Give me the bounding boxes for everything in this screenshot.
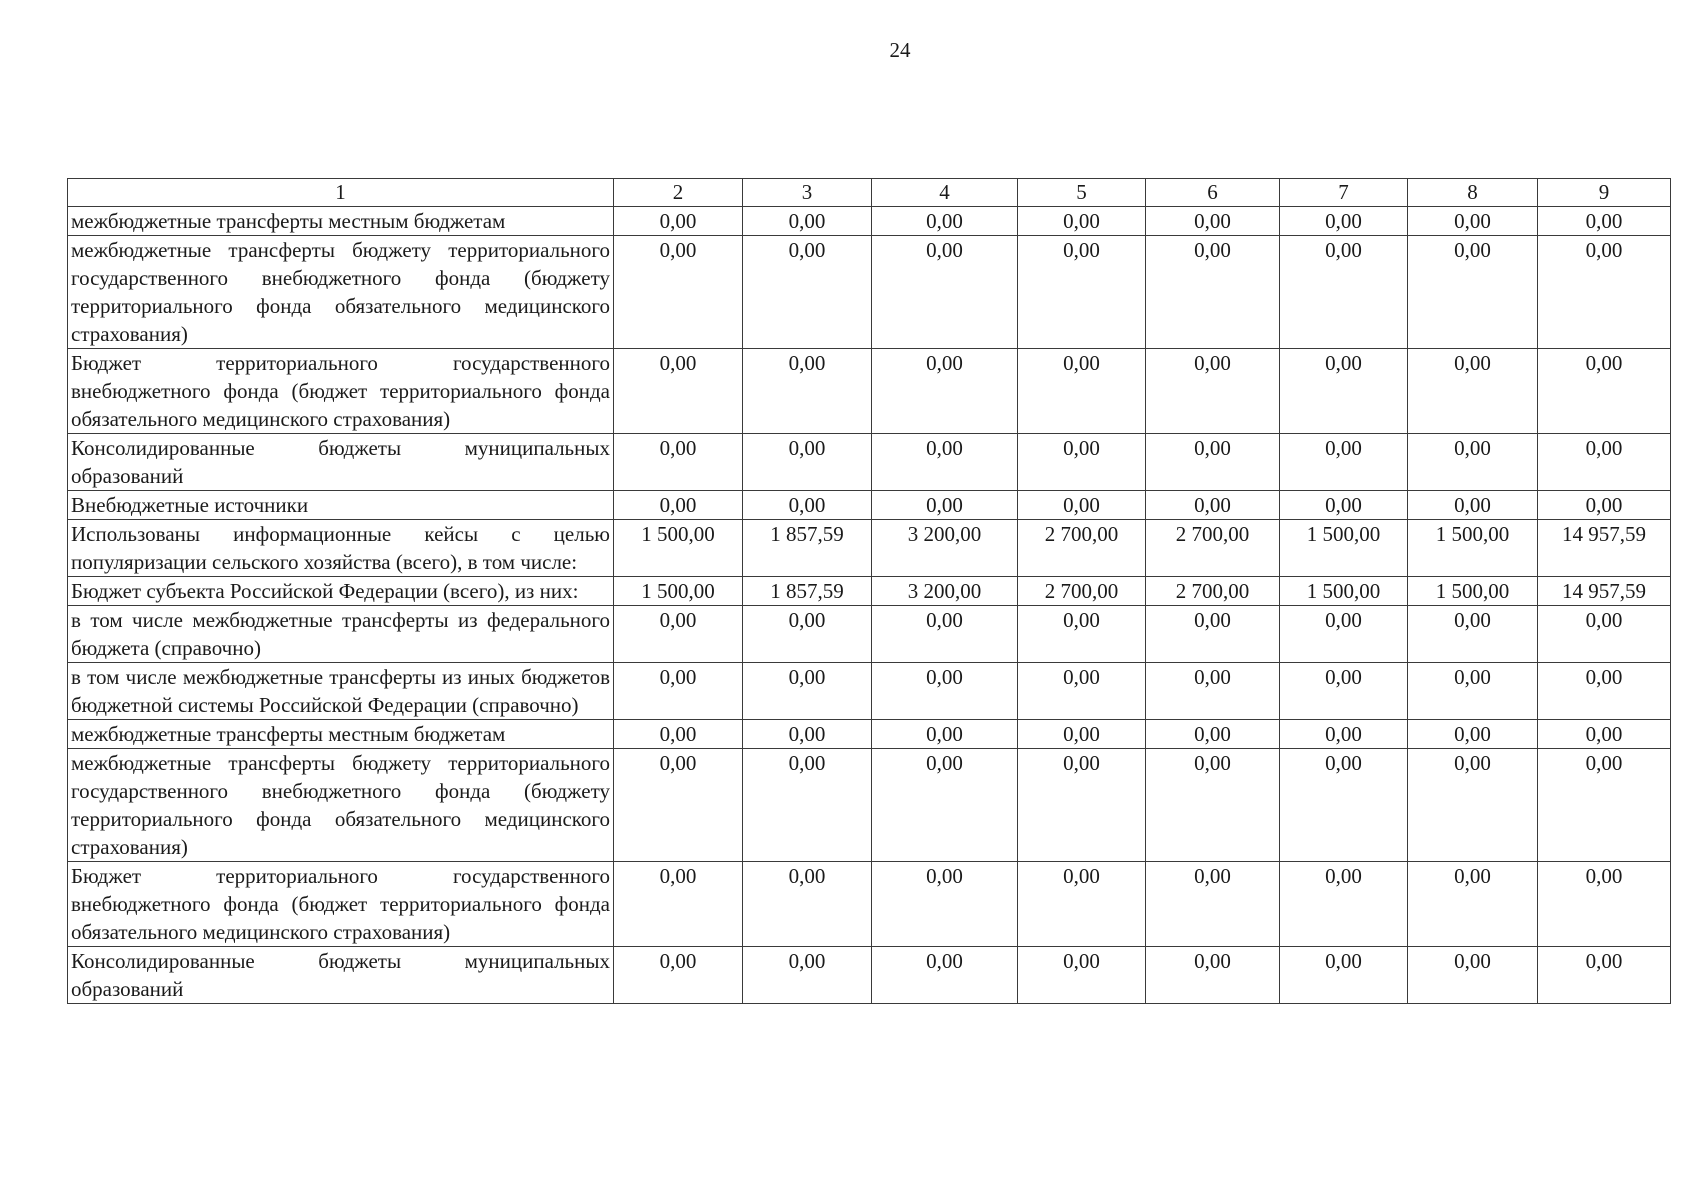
column-header: 4 [872,179,1018,207]
value-cell: 0,00 [1408,349,1538,434]
value-cell: 0,00 [743,862,872,947]
value-cell: 0,00 [1538,947,1671,1004]
row-label: Бюджет территориального государственного внебюджетного фонда (бюджет территориального фонда обязательного медицинского страхования) [68,862,614,947]
value-cell: 0,00 [1018,207,1146,236]
header-row [68,179,1671,207]
value-cell: 0,00 [1146,606,1280,663]
value-cell: 0,00 [614,862,743,947]
column-header: 9 [1538,179,1671,207]
value-cell: 0,00 [1538,349,1671,434]
value-cell: 1 857,59 [743,577,872,606]
value-cell: 1 500,00 [1280,520,1408,577]
row-label: в том числе межбюджетные трансферты из иных бюджетов бюджетной системы Российской Федерации (справочно) [68,663,614,720]
value-cell: 0,00 [1018,349,1146,434]
value-cell: 0,00 [1280,862,1408,947]
table-row [68,434,1671,491]
value-cell: 0,00 [614,207,743,236]
value-cell: 0,00 [1538,606,1671,663]
value-cell: 1 500,00 [614,577,743,606]
value-cell: 0,00 [1408,947,1538,1004]
value-cell: 0,00 [1018,947,1146,1004]
value-cell: 0,00 [1408,862,1538,947]
value-cell: 0,00 [1280,236,1408,349]
value-cell: 0,00 [614,236,743,349]
value-cell: 1 500,00 [614,520,743,577]
value-cell: 0,00 [614,720,743,749]
column-header: 8 [1408,179,1538,207]
value-cell: 0,00 [1146,720,1280,749]
value-cell: 0,00 [743,749,872,862]
value-cell: 1 500,00 [1280,577,1408,606]
table-row [68,862,1671,947]
value-cell: 2 700,00 [1018,577,1146,606]
value-cell: 0,00 [743,491,872,520]
value-cell: 0,00 [1538,434,1671,491]
table-row [68,606,1671,663]
value-cell: 0,00 [1146,207,1280,236]
value-cell: 0,00 [1408,434,1538,491]
value-cell: 0,00 [1280,434,1408,491]
value-cell: 14 957,59 [1538,577,1671,606]
value-cell: 0,00 [1538,862,1671,947]
table-row [68,947,1671,1004]
column-header: 1 [68,179,614,207]
value-cell: 0,00 [1146,349,1280,434]
value-cell: 0,00 [614,947,743,1004]
table-row [68,749,1671,862]
table-row [68,349,1671,434]
value-cell: 0,00 [1538,720,1671,749]
row-label: в том числе межбюджетные трансферты из федерального бюджета (справочно) [68,606,614,663]
table-row [68,663,1671,720]
value-cell: 0,00 [1146,663,1280,720]
value-cell: 0,00 [1538,491,1671,520]
value-cell: 0,00 [743,606,872,663]
value-cell: 0,00 [872,606,1018,663]
value-cell: 0,00 [1538,749,1671,862]
value-cell: 0,00 [1018,606,1146,663]
budget-table [67,178,1671,1004]
value-cell: 1 500,00 [1408,577,1538,606]
value-cell: 0,00 [1018,749,1146,862]
value-cell: 0,00 [872,236,1018,349]
value-cell: 3 200,00 [872,577,1018,606]
value-cell: 0,00 [1280,749,1408,862]
value-cell: 0,00 [1408,663,1538,720]
value-cell: 0,00 [743,207,872,236]
column-header: 2 [614,179,743,207]
value-cell: 0,00 [872,207,1018,236]
value-cell: 0,00 [872,720,1018,749]
row-label: межбюджетные трансферты бюджету территориального государственного внебюджетного фонда (бюджету территориального фонда обязательного медицинского страхования) [68,236,614,349]
value-cell: 0,00 [614,491,743,520]
value-cell: 0,00 [872,862,1018,947]
row-label: Консолидированные бюджеты муниципальных образований [68,947,614,1004]
value-cell: 0,00 [1018,236,1146,349]
value-cell: 2 700,00 [1146,520,1280,577]
value-cell: 0,00 [743,434,872,491]
value-cell: 0,00 [1018,491,1146,520]
value-cell: 0,00 [1280,349,1408,434]
value-cell: 2 700,00 [1146,577,1280,606]
row-label: межбюджетные трансферты бюджету территориального государственного внебюджетного фонда (бюджету территориального фонда обязательного медицинского страхования) [68,749,614,862]
value-cell: 0,00 [1280,207,1408,236]
value-cell: 0,00 [1408,749,1538,862]
row-label: межбюджетные трансферты местным бюджетам [68,207,614,236]
value-cell: 1 857,59 [743,520,872,577]
value-cell: 0,00 [1018,663,1146,720]
value-cell: 0,00 [872,349,1018,434]
value-cell: 0,00 [1146,862,1280,947]
value-cell: 0,00 [1408,207,1538,236]
value-cell: 0,00 [1018,862,1146,947]
value-cell: 0,00 [1538,663,1671,720]
value-cell: 3 200,00 [872,520,1018,577]
row-label: Использованы информационные кейсы с целью популяризации сельского хозяйства (всего), в том числе: [68,520,614,577]
value-cell: 2 700,00 [1018,520,1146,577]
value-cell: 0,00 [872,434,1018,491]
value-cell: 0,00 [614,663,743,720]
value-cell: 0,00 [1408,491,1538,520]
value-cell: 0,00 [1280,947,1408,1004]
value-cell: 0,00 [614,749,743,862]
value-cell: 0,00 [1280,663,1408,720]
value-cell: 0,00 [1538,207,1671,236]
value-cell: 0,00 [614,434,743,491]
value-cell: 0,00 [1408,720,1538,749]
table-row [68,491,1671,520]
value-cell: 0,00 [872,947,1018,1004]
value-cell: 0,00 [1018,720,1146,749]
value-cell: 0,00 [1146,749,1280,862]
value-cell: 0,00 [1280,720,1408,749]
value-cell: 0,00 [743,947,872,1004]
value-cell: 0,00 [743,236,872,349]
value-cell: 0,00 [1018,434,1146,491]
row-label: межбюджетные трансферты местным бюджетам [68,720,614,749]
column-header: 6 [1146,179,1280,207]
value-cell: 0,00 [614,349,743,434]
table-body [68,207,1671,1004]
column-header: 3 [743,179,872,207]
row-label: Внебюджетные источники [68,491,614,520]
value-cell: 0,00 [872,749,1018,862]
row-label: Бюджет территориального государственного внебюджетного фонда (бюджет территориального фонда обязательного медицинского страхования) [68,349,614,434]
table-row [68,236,1671,349]
value-cell: 1 500,00 [1408,520,1538,577]
value-cell: 0,00 [743,720,872,749]
value-cell: 0,00 [1280,606,1408,663]
table-row [68,207,1671,236]
value-cell: 0,00 [614,606,743,663]
column-header: 5 [1018,179,1146,207]
table-row [68,577,1671,606]
value-cell: 0,00 [1146,434,1280,491]
page-number: 24 [889,38,911,62]
value-cell: 14 957,59 [1538,520,1671,577]
column-header: 7 [1280,179,1408,207]
value-cell: 0,00 [1146,236,1280,349]
value-cell: 0,00 [872,663,1018,720]
value-cell: 0,00 [1280,491,1408,520]
value-cell: 0,00 [872,491,1018,520]
value-cell: 0,00 [1408,236,1538,349]
table-row [68,720,1671,749]
value-cell: 0,00 [743,663,872,720]
table-row [68,520,1671,577]
value-cell: 0,00 [1538,236,1671,349]
value-cell: 0,00 [1146,947,1280,1004]
row-label: Консолидированные бюджеты муниципальных образований [68,434,614,491]
row-label: Бюджет субъекта Российской Федерации (всего), из них: [68,577,614,606]
value-cell: 0,00 [1408,606,1538,663]
value-cell: 0,00 [743,349,872,434]
value-cell: 0,00 [1146,491,1280,520]
